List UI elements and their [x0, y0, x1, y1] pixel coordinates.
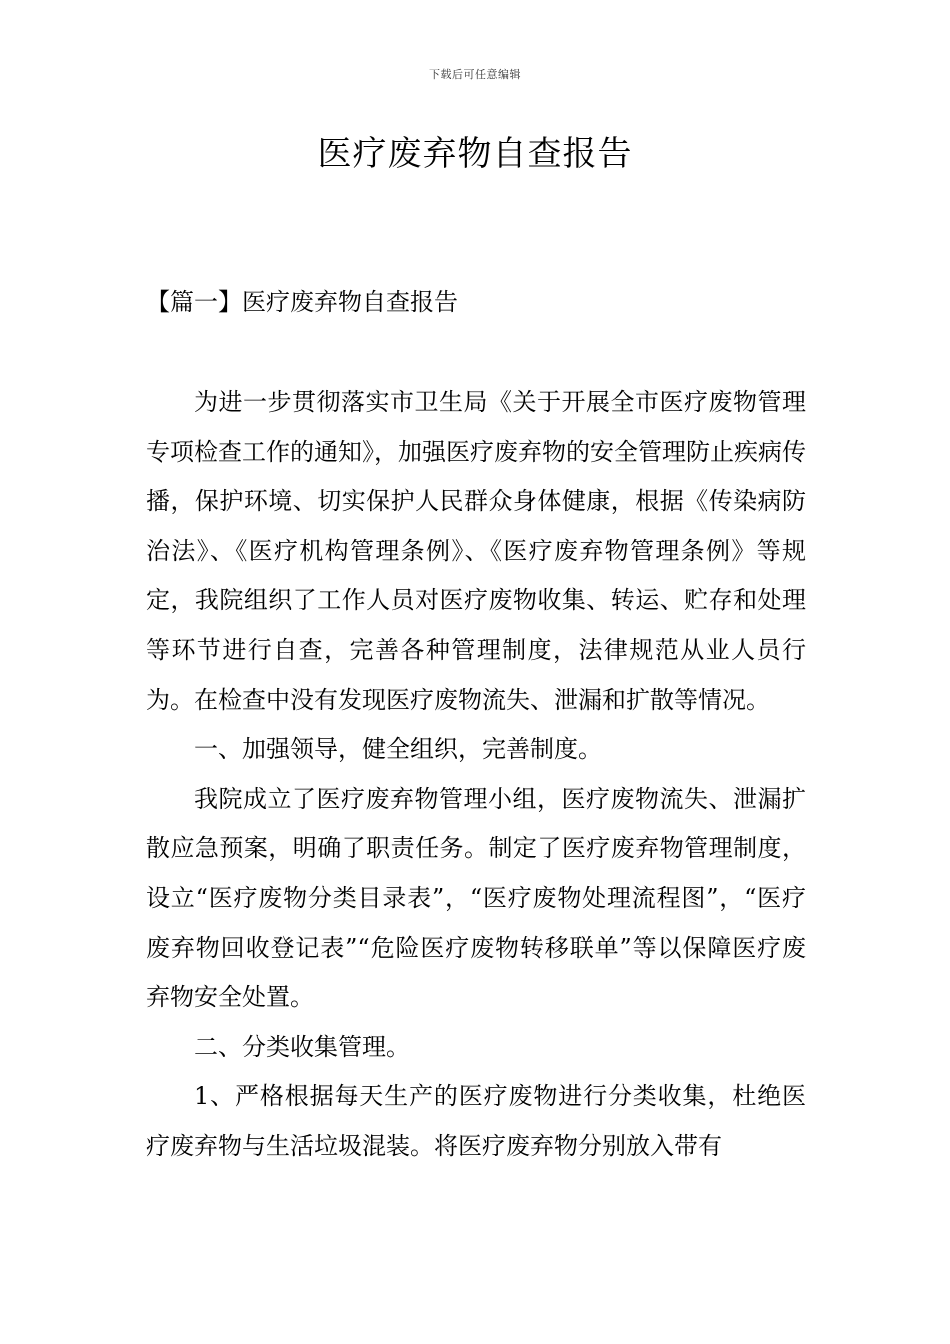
header-note: 下载后可任意编辑: [429, 68, 521, 81]
paragraph-heading-1: 一、加强领导，健全组织，完善制度。: [194, 735, 602, 764]
paragraph-management: 我院成立了医疗废弃物管理小组，医疗废物流失、泄漏扩散应急预案，明确了职责任务。制定了医疗废弃物管理制度，设立“医疗废物分类目录表”，“医疗废物处理流程图”，“医疗废弃物回收登记表”“危险医疗废物转移联单”等以保障医疗废弃物安全处置。: [146, 784, 806, 1012]
paragraph-collection: 1、严格根据每天生产的医疗废物进行分类收集，杜绝医疗废弃物与生活垃圾混装。将医疗废弃物分别放入带有: [146, 1082, 806, 1160]
document-title: 医疗废弃物自查报告: [317, 134, 633, 174]
document-body: [146, 378, 806, 1172]
paragraph-heading-2: 二、分类收集管理。: [194, 1032, 410, 1061]
paragraph-intro: 为进一步贯彻落实市卫生局《关于开展全市医疗废物管理专项检查工作的通知》，加强医疗废弃物的安全管理防止疾病传播，保护环境、切实保护人民群众身体健康，根据《传染病防治法》、《医疗机构管理条例》、《医疗废弃物管理条例》等规定，我院组织了工作人员对医疗废物收集、转运、贮存和处理等环节进行自查，完善各种管理制度，法律规范从业人员行为。在检查中没有发现医疗废物流失、泄漏和扩散等情况。: [146, 388, 806, 714]
section-heading: 【篇一】医疗废弃物自查报告: [146, 288, 458, 316]
